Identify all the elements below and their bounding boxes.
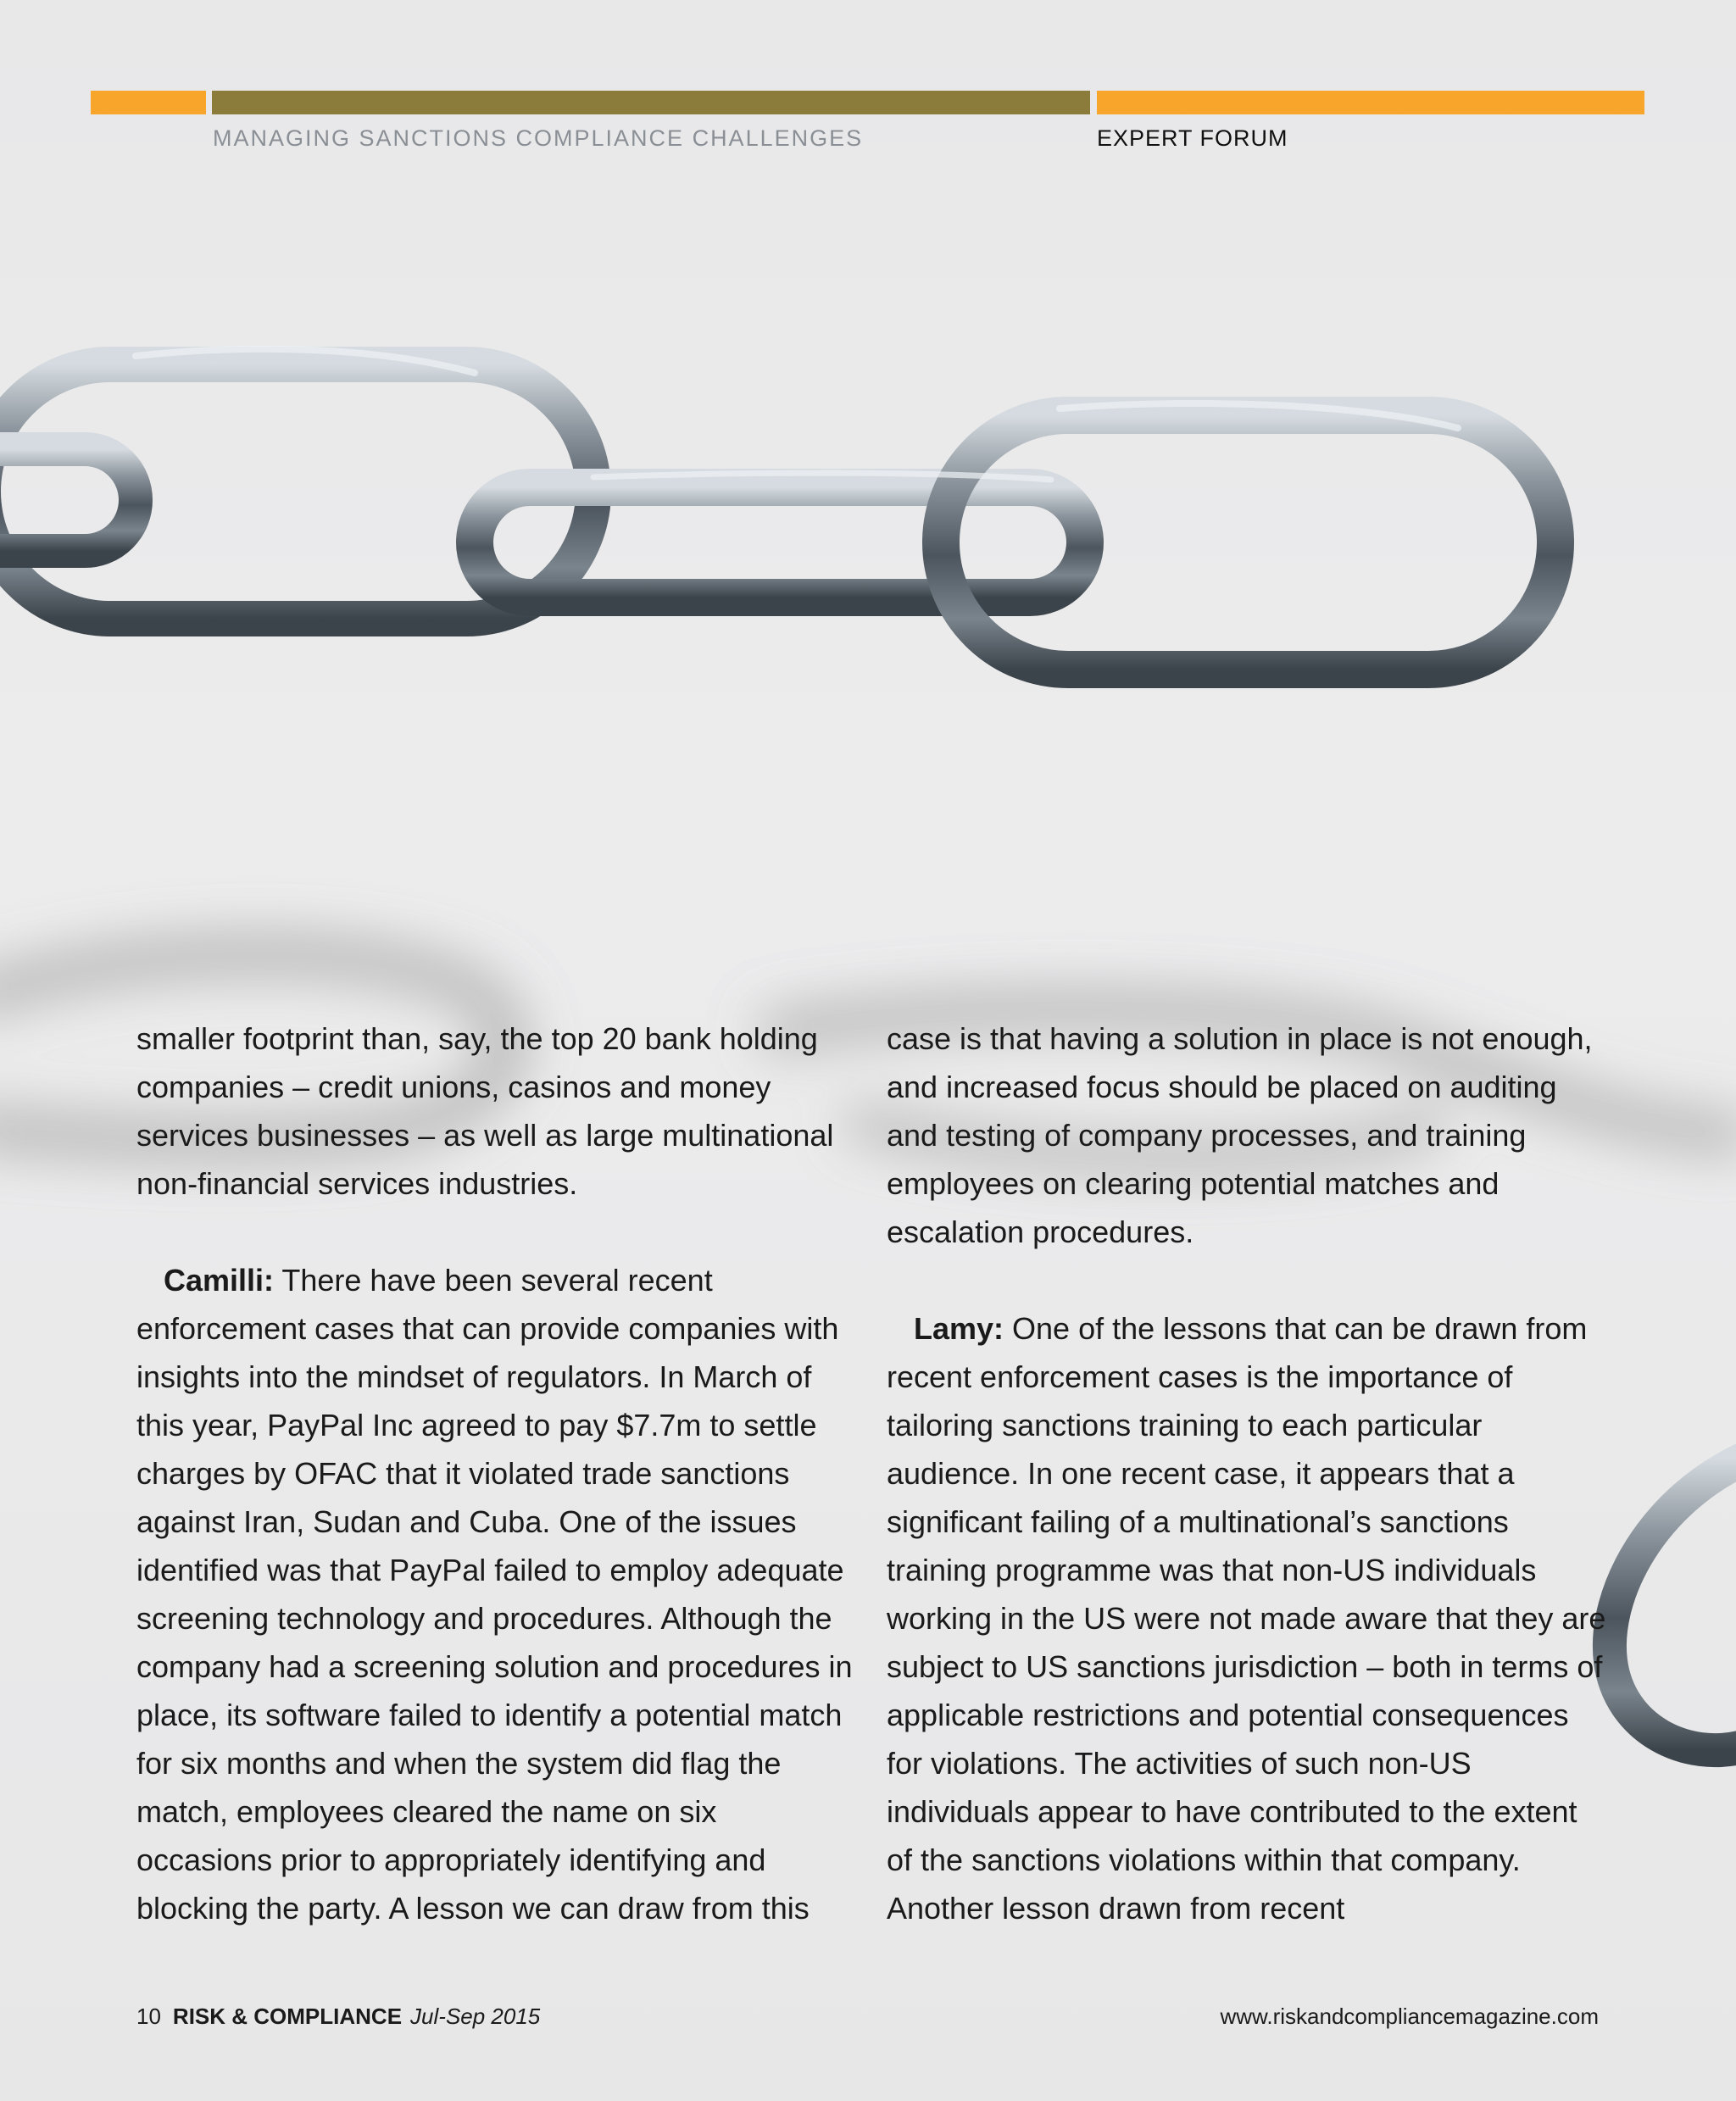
issue-date: Jul-Sep 2015: [410, 2004, 541, 2029]
speaker-name: Lamy:: [914, 1311, 1004, 1346]
website-link[interactable]: www.riskandcompliancemagazine.com: [1220, 2004, 1599, 2029]
page-number: 10: [136, 2004, 161, 2029]
paragraph: [136, 1256, 857, 1932]
section-title: MANAGING SANCTIONS COMPLIANCE CHALLENGES: [213, 125, 864, 151]
paragraph: smaller footprint than, say, the top 20 bank holding companies – credit unions, casinos and money services businesses – as well as large multinational non-financial services industries.: [136, 1021, 834, 1201]
magazine-name: RISK & COMPLIANCE: [172, 2004, 403, 2029]
article-column-left: [136, 1014, 857, 1981]
footer-left: [136, 2004, 540, 2030]
section-label: EXPERT FORUM: [1097, 125, 1288, 151]
paragraph-text: One of the lessons that can be drawn from recent enforcement cases is the importance of tailoring sanctions training to each particular audience. In one recent case, it appears that a significant failing of a multinational’s sanctions training programme was that non-US individuals working in the US were not made aware that they are subject to US sanctions jurisdiction – both in terms of applicable restrictions and potential consequences for violations. The activities of such non-US individuals appear to have contributed to the extent of the sanctions violations within that company. Another lesson drawn from recent: [887, 1311, 1606, 1926]
chain-link-4: [941, 415, 1555, 670]
chain-link-2: [0, 449, 136, 551]
paragraph-text: There have been several recent enforcement cases that can provide companies with insights into the mindset of regulators. In March of this year, PayPal Inc agreed to pay $7.7m to settle charges by OFAC that it violated trade sanctions against Iran, Sudan and Cuba. One of the issues identified was that PayPal failed to employ adequate screening technology and procedures. Although the company had a screening solution and procedures in place, its software failed to identify a potential match for six months and when the system did flag the match, employees cleared the name on six occasions prior to appropriately identifying and blocking the party. A lesson we can draw from this: [136, 1263, 853, 1926]
chain-link-5: [1610, 1458, 1736, 1750]
article-column-right: [887, 1014, 1607, 1981]
paragraph: case is that having a solution in place is not enough, and increased focus should be placed on auditing and testing of company processes, and training employees on clearing potential matches and escalation procedures.: [887, 1021, 1593, 1249]
speaker-name: Camilli:: [164, 1263, 275, 1298]
paragraph: [887, 1304, 1607, 1932]
